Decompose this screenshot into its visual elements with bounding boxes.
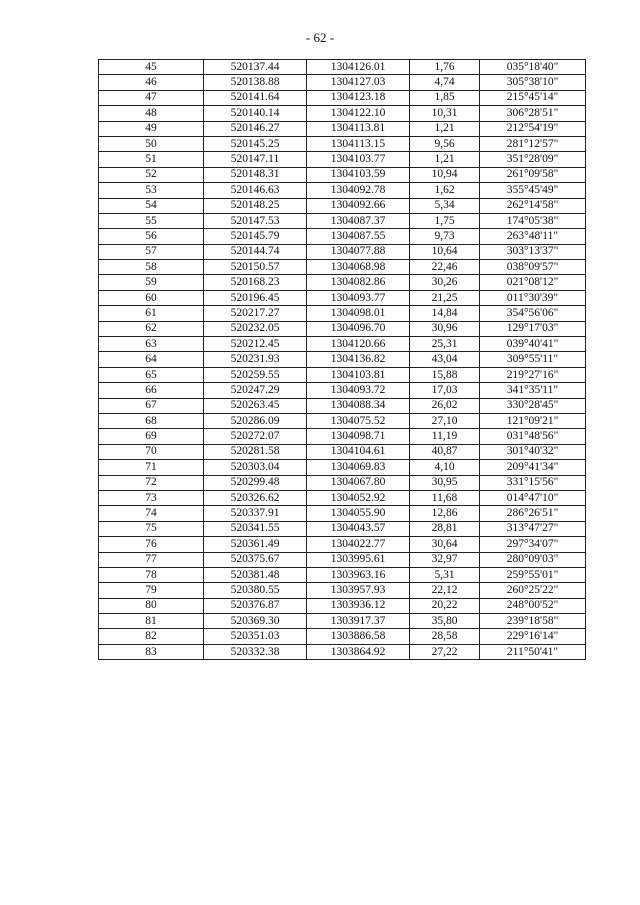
- table-row: [99, 183, 586, 198]
- distance-cell: 9,73: [410, 229, 480, 244]
- table-row: [99, 521, 586, 536]
- table-row: [99, 321, 586, 336]
- point-number-cell: 63: [99, 337, 204, 352]
- bearing-cell: 121°09'21": [480, 413, 586, 428]
- point-number-cell: 55: [99, 213, 204, 228]
- x-coordinate-cell: 520212.45: [204, 337, 307, 352]
- table-row: [99, 644, 586, 659]
- x-coordinate-cell: 520148.31: [204, 167, 307, 182]
- x-coordinate-cell: 520281.58: [204, 444, 307, 459]
- y-coordinate-cell: 1304113.81: [307, 121, 410, 136]
- distance-cell: 14,84: [410, 306, 480, 321]
- y-coordinate-cell: 1304075.52: [307, 413, 410, 428]
- bearing-cell: 209°41'34": [480, 460, 586, 475]
- table-row: [99, 629, 586, 644]
- bearing-cell: 239°18'58": [480, 614, 586, 629]
- table-row: [99, 567, 586, 582]
- distance-cell: 25,31: [410, 337, 480, 352]
- point-number-cell: 72: [99, 475, 204, 490]
- point-number-cell: 56: [99, 229, 204, 244]
- point-number-cell: 48: [99, 106, 204, 121]
- point-number-cell: 53: [99, 183, 204, 198]
- bearing-cell: 261°09'58": [480, 167, 586, 182]
- y-coordinate-cell: 1304087.55: [307, 229, 410, 244]
- table-row: [99, 413, 586, 428]
- point-number-cell: 62: [99, 321, 204, 336]
- y-coordinate-cell: 1303963.16: [307, 567, 410, 582]
- distance-cell: 30,95: [410, 475, 480, 490]
- point-number-cell: 66: [99, 383, 204, 398]
- y-coordinate-cell: 1304103.81: [307, 367, 410, 382]
- bearing-cell: 297°34'07": [480, 537, 586, 552]
- table-row: [99, 260, 586, 275]
- distance-cell: 28,58: [410, 629, 480, 644]
- point-number-cell: 75: [99, 521, 204, 536]
- point-number-cell: 46: [99, 75, 204, 90]
- distance-cell: 1,62: [410, 183, 480, 198]
- y-coordinate-cell: 1304126.01: [307, 60, 410, 75]
- table-row: [99, 460, 586, 475]
- table-row: [99, 490, 586, 505]
- point-number-cell: 50: [99, 136, 204, 151]
- bearing-cell: 351°28'09": [480, 152, 586, 167]
- point-number-cell: 54: [99, 198, 204, 213]
- table-row: [99, 614, 586, 629]
- distance-cell: 35,80: [410, 614, 480, 629]
- y-coordinate-cell: 1303995.61: [307, 552, 410, 567]
- table-row: [99, 475, 586, 490]
- table-row: [99, 60, 586, 75]
- point-number-cell: 73: [99, 490, 204, 505]
- table-row: [99, 106, 586, 121]
- x-coordinate-cell: 520332.38: [204, 644, 307, 659]
- x-coordinate-cell: 520144.74: [204, 244, 307, 259]
- distance-cell: 10,64: [410, 244, 480, 259]
- bearing-cell: 014°47'10": [480, 490, 586, 505]
- point-number-cell: 74: [99, 506, 204, 521]
- point-number-cell: 68: [99, 413, 204, 428]
- y-coordinate-cell: 1303886.58: [307, 629, 410, 644]
- x-coordinate-cell: 520351.03: [204, 629, 307, 644]
- x-coordinate-cell: 520168.23: [204, 275, 307, 290]
- y-coordinate-cell: 1304087.37: [307, 213, 410, 228]
- distance-cell: 1,75: [410, 213, 480, 228]
- table-row: [99, 598, 586, 613]
- point-number-cell: 81: [99, 614, 204, 629]
- bearing-cell: 281°12'57": [480, 136, 586, 151]
- point-number-cell: 60: [99, 290, 204, 305]
- point-number-cell: 71: [99, 460, 204, 475]
- x-coordinate-cell: 520148.25: [204, 198, 307, 213]
- table-row: [99, 367, 586, 382]
- page-number: - 62 -: [305, 30, 335, 45]
- y-coordinate-cell: 1304068.98: [307, 260, 410, 275]
- point-number-cell: 59: [99, 275, 204, 290]
- bearing-cell: 331°15'56": [480, 475, 586, 490]
- point-number-cell: 49: [99, 121, 204, 136]
- bearing-cell: 174°05'38": [480, 213, 586, 228]
- distance-cell: 20,22: [410, 598, 480, 613]
- y-coordinate-cell: 1303957.93: [307, 583, 410, 598]
- y-coordinate-cell: 1304069.83: [307, 460, 410, 475]
- y-coordinate-cell: 1304103.77: [307, 152, 410, 167]
- distance-cell: 9,56: [410, 136, 480, 151]
- x-coordinate-cell: 520145.79: [204, 229, 307, 244]
- y-coordinate-cell: 1303936.12: [307, 598, 410, 613]
- table-row: [99, 90, 586, 105]
- table-row: [99, 229, 586, 244]
- table-row: [99, 121, 586, 136]
- bearing-cell: 038°09'57": [480, 260, 586, 275]
- bearing-cell: 021°08'12": [480, 275, 586, 290]
- x-coordinate-cell: 520146.27: [204, 121, 307, 136]
- table-row: [99, 537, 586, 552]
- point-number-cell: 78: [99, 567, 204, 582]
- x-coordinate-cell: 520299.48: [204, 475, 307, 490]
- distance-cell: 10,94: [410, 167, 480, 182]
- y-coordinate-cell: 1304104.61: [307, 444, 410, 459]
- bearing-cell: 306°28'51": [480, 106, 586, 121]
- point-number-cell: 79: [99, 583, 204, 598]
- bearing-cell: 313°47'27": [480, 521, 586, 536]
- y-coordinate-cell: 1304136.82: [307, 352, 410, 367]
- y-coordinate-cell: 1304098.01: [307, 306, 410, 321]
- y-coordinate-cell: 1303864.92: [307, 644, 410, 659]
- bearing-cell: 262°14'58": [480, 198, 586, 213]
- x-coordinate-cell: 520326.62: [204, 490, 307, 505]
- table-row: [99, 167, 586, 182]
- y-coordinate-cell: 1304067.80: [307, 475, 410, 490]
- distance-cell: 40,87: [410, 444, 480, 459]
- bearing-cell: 263°48'11": [480, 229, 586, 244]
- table-row: [99, 506, 586, 521]
- y-coordinate-cell: 1304022.77: [307, 537, 410, 552]
- distance-cell: 5,34: [410, 198, 480, 213]
- bearing-cell: 039°40'41": [480, 337, 586, 352]
- point-number-cell: 47: [99, 90, 204, 105]
- bearing-cell: 011°30'39": [480, 290, 586, 305]
- x-coordinate-cell: 520147.53: [204, 213, 307, 228]
- x-coordinate-cell: 520247.29: [204, 383, 307, 398]
- bearing-cell: 031°48'56": [480, 429, 586, 444]
- x-coordinate-cell: 520146.63: [204, 183, 307, 198]
- bearing-cell: 259°55'01": [480, 567, 586, 582]
- distance-cell: 30,96: [410, 321, 480, 336]
- table-row: [99, 444, 586, 459]
- table-row: [99, 136, 586, 151]
- y-coordinate-cell: 1304093.72: [307, 383, 410, 398]
- bearing-cell: 260°25'22": [480, 583, 586, 598]
- bearing-cell: 309°55'11": [480, 352, 586, 367]
- y-coordinate-cell: 1304113.15: [307, 136, 410, 151]
- distance-cell: 4,10: [410, 460, 480, 475]
- distance-cell: 22,46: [410, 260, 480, 275]
- y-coordinate-cell: 1304077.88: [307, 244, 410, 259]
- x-coordinate-cell: 520232.05: [204, 321, 307, 336]
- distance-cell: 21,25: [410, 290, 480, 305]
- x-coordinate-cell: 520141.64: [204, 90, 307, 105]
- distance-cell: 1,21: [410, 152, 480, 167]
- x-coordinate-cell: 520196.45: [204, 290, 307, 305]
- table-row: [99, 306, 586, 321]
- distance-cell: 27,10: [410, 413, 480, 428]
- y-coordinate-cell: 1304055.90: [307, 506, 410, 521]
- x-coordinate-cell: 520140.14: [204, 106, 307, 121]
- table-row: [99, 244, 586, 259]
- distance-cell: 22,12: [410, 583, 480, 598]
- y-coordinate-cell: 1304122.10: [307, 106, 410, 121]
- x-coordinate-cell: 520259.55: [204, 367, 307, 382]
- coordinates-table: [98, 59, 586, 660]
- x-coordinate-cell: 520375.67: [204, 552, 307, 567]
- x-coordinate-cell: 520303.04: [204, 460, 307, 475]
- bearing-cell: 035°18'40": [480, 60, 586, 75]
- distance-cell: 10,31: [410, 106, 480, 121]
- distance-cell: 1,21: [410, 121, 480, 136]
- y-coordinate-cell: 1304082.86: [307, 275, 410, 290]
- table-row: [99, 429, 586, 444]
- y-coordinate-cell: 1304123.18: [307, 90, 410, 105]
- y-coordinate-cell: 1304052.92: [307, 490, 410, 505]
- point-number-cell: 80: [99, 598, 204, 613]
- point-number-cell: 57: [99, 244, 204, 259]
- distance-cell: 11,68: [410, 490, 480, 505]
- distance-cell: 28,81: [410, 521, 480, 536]
- point-number-cell: 67: [99, 398, 204, 413]
- point-number-cell: 82: [99, 629, 204, 644]
- point-number-cell: 45: [99, 60, 204, 75]
- point-number-cell: 64: [99, 352, 204, 367]
- y-coordinate-cell: 1304092.66: [307, 198, 410, 213]
- bearing-cell: 330°28'45": [480, 398, 586, 413]
- y-coordinate-cell: 1303917.37: [307, 614, 410, 629]
- y-coordinate-cell: 1304120.66: [307, 337, 410, 352]
- x-coordinate-cell: 520380.55: [204, 583, 307, 598]
- point-number-cell: 83: [99, 644, 204, 659]
- table-row: [99, 398, 586, 413]
- x-coordinate-cell: 520369.30: [204, 614, 307, 629]
- point-number-cell: 52: [99, 167, 204, 182]
- distance-cell: 30,64: [410, 537, 480, 552]
- x-coordinate-cell: 520376.87: [204, 598, 307, 613]
- distance-cell: 1,76: [410, 60, 480, 75]
- x-coordinate-cell: 520341.55: [204, 521, 307, 536]
- distance-cell: 17,03: [410, 383, 480, 398]
- table-row: [99, 552, 586, 567]
- table-row: [99, 337, 586, 352]
- y-coordinate-cell: 1304088.34: [307, 398, 410, 413]
- table-row: [99, 213, 586, 228]
- x-coordinate-cell: 520381.48: [204, 567, 307, 582]
- x-coordinate-cell: 520337.91: [204, 506, 307, 521]
- point-number-cell: 58: [99, 260, 204, 275]
- x-coordinate-cell: 520137.44: [204, 60, 307, 75]
- distance-cell: 43,04: [410, 352, 480, 367]
- distance-cell: 30,26: [410, 275, 480, 290]
- bearing-cell: 215°45'14": [480, 90, 586, 105]
- bearing-cell: 303°13'37": [480, 244, 586, 259]
- distance-cell: 26,02: [410, 398, 480, 413]
- table-row: [99, 290, 586, 305]
- bearing-cell: 129°17'03": [480, 321, 586, 336]
- bearing-cell: 212°54'19": [480, 121, 586, 136]
- x-coordinate-cell: 520150.57: [204, 260, 307, 275]
- x-coordinate-cell: 520286.09: [204, 413, 307, 428]
- bearing-cell: 354°56'06": [480, 306, 586, 321]
- table-row: [99, 383, 586, 398]
- table-row: [99, 352, 586, 367]
- x-coordinate-cell: 520147.11: [204, 152, 307, 167]
- y-coordinate-cell: 1304103.59: [307, 167, 410, 182]
- table-row: [99, 198, 586, 213]
- x-coordinate-cell: 520272.07: [204, 429, 307, 444]
- bearing-cell: 301°40'32": [480, 444, 586, 459]
- distance-cell: 15,88: [410, 367, 480, 382]
- y-coordinate-cell: 1304092.78: [307, 183, 410, 198]
- table-row: [99, 275, 586, 290]
- y-coordinate-cell: 1304098.71: [307, 429, 410, 444]
- bearing-cell: 280°09'03": [480, 552, 586, 567]
- point-number-cell: 77: [99, 552, 204, 567]
- distance-cell: 1,85: [410, 90, 480, 105]
- x-coordinate-cell: 520361.49: [204, 537, 307, 552]
- bearing-cell: 248°00'52": [480, 598, 586, 613]
- coordinates-table-body: [99, 60, 586, 660]
- bearing-cell: 286°26'51": [480, 506, 586, 521]
- y-coordinate-cell: 1304043.57: [307, 521, 410, 536]
- distance-cell: 11,19: [410, 429, 480, 444]
- bearing-cell: 341°35'11": [480, 383, 586, 398]
- distance-cell: 4,74: [410, 75, 480, 90]
- x-coordinate-cell: 520263.45: [204, 398, 307, 413]
- point-number-cell: 69: [99, 429, 204, 444]
- y-coordinate-cell: 1304096.70: [307, 321, 410, 336]
- distance-cell: 32,97: [410, 552, 480, 567]
- x-coordinate-cell: 520217.27: [204, 306, 307, 321]
- y-coordinate-cell: 1304127.03: [307, 75, 410, 90]
- point-number-cell: 61: [99, 306, 204, 321]
- table-row: [99, 583, 586, 598]
- point-number-cell: 51: [99, 152, 204, 167]
- distance-cell: 12,86: [410, 506, 480, 521]
- bearing-cell: 219°27'16": [480, 367, 586, 382]
- x-coordinate-cell: 520231.93: [204, 352, 307, 367]
- x-coordinate-cell: 520138.88: [204, 75, 307, 90]
- point-number-cell: 65: [99, 367, 204, 382]
- bearing-cell: 229°16'14": [480, 629, 586, 644]
- point-number-cell: 70: [99, 444, 204, 459]
- point-number-cell: 76: [99, 537, 204, 552]
- bearing-cell: 305°38'10": [480, 75, 586, 90]
- distance-cell: 27,22: [410, 644, 480, 659]
- x-coordinate-cell: 520145.25: [204, 136, 307, 151]
- distance-cell: 5,31: [410, 567, 480, 582]
- bearing-cell: 211°50'41": [480, 644, 586, 659]
- table-row: [99, 75, 586, 90]
- table-row: [99, 152, 586, 167]
- y-coordinate-cell: 1304093.77: [307, 290, 410, 305]
- bearing-cell: 355°45'49": [480, 183, 586, 198]
